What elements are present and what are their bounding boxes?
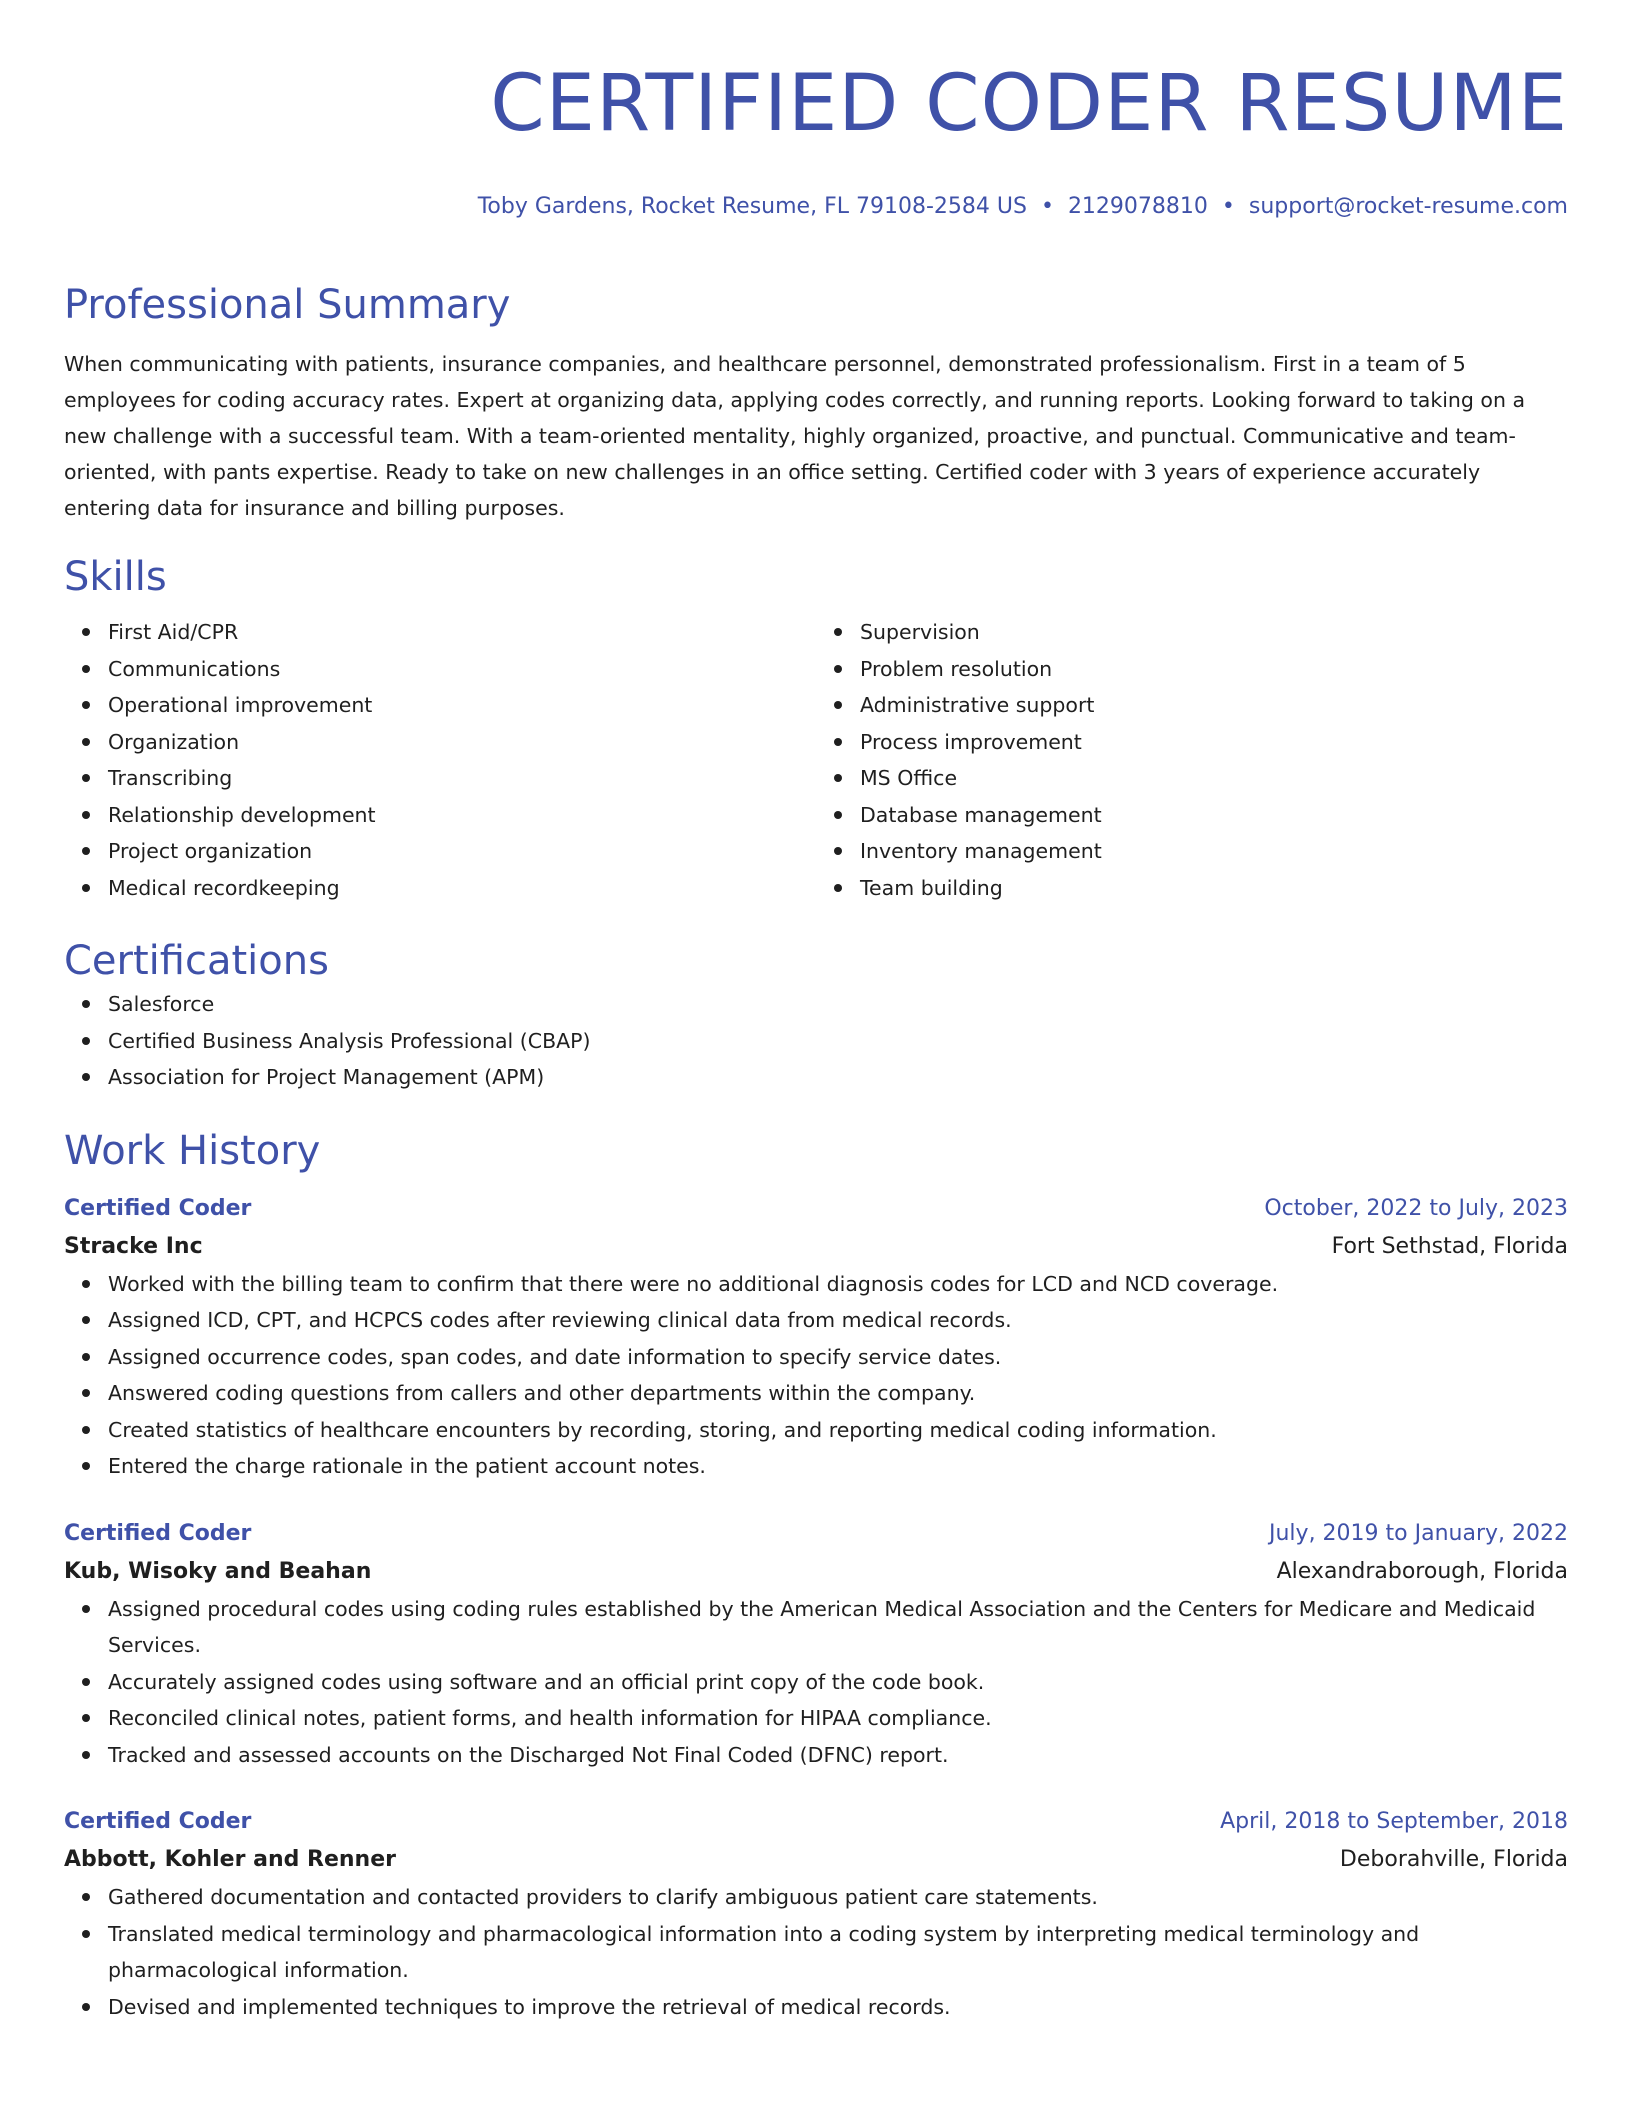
job-company: Kub, Wisoky and Beahan: [64, 1558, 372, 1584]
job-duty: Entered the charge rationale in the patient account notes.: [108, 1448, 1568, 1485]
resume-header: [64, 0, 1568, 222]
skill-item: Operational improvement: [108, 687, 816, 724]
job-title: Certified Coder: [64, 1809, 252, 1834]
job-company-row: [64, 1841, 1568, 1879]
contact-email[interactable]: support@rocket-resume.com: [1248, 194, 1568, 219]
job-duty: Created statistics of healthcare encounters by recording, storing, and reporting medical coding information.: [108, 1412, 1568, 1449]
resume-page: [64, 0, 1568, 2025]
resume-title: CERTIFIED CODER RESUME: [490, 59, 1568, 149]
job-duty: Tracked and assessed accounts on the Discharged Not Final Coded (DFNC) report.: [108, 1737, 1568, 1774]
job-title: Certified Coder: [64, 1195, 252, 1221]
skill-item: Administrative support: [860, 687, 1568, 724]
skills-right-list: [816, 614, 1568, 906]
job-duties-list: [64, 1266, 1568, 1485]
job-duties-list: [64, 1591, 1568, 1774]
job-duty: Devised and implemented techniques to improve the retrieval of medical records.: [108, 1989, 1568, 2026]
job-company: Abbott, Kohler and Renner: [64, 1847, 396, 1872]
skill-item: Database management: [860, 797, 1568, 834]
job-location: Fort Sethstad, Florida: [1331, 1233, 1568, 1259]
certifications-list: [64, 986, 1568, 1096]
job-title-row: [64, 1515, 1568, 1553]
job-duties-list: [64, 1879, 1568, 2025]
certifications-heading: Certifications: [64, 938, 329, 984]
skill-item: Process improvement: [860, 724, 1568, 761]
job-duty: Accurately assigned codes using software and an official print copy of the code book.: [108, 1664, 1568, 1701]
skill-item: Organization: [108, 724, 816, 761]
job-duty: Translated medical terminology and pharmacological information into a coding system by interpreting medical terminology and pharmacological information.: [108, 1916, 1568, 1989]
job-duty: Worked with the billing team to confirm that there were no additional diagnosis codes for LCD and NCD coverage.: [108, 1266, 1568, 1303]
skill-item: Project organization: [108, 833, 816, 870]
job-entry: [64, 1803, 1568, 2025]
contact-address: Toby Gardens, Rocket Resume, FL 79108-2584 US: [477, 194, 1027, 219]
job-company: Stracke Inc: [64, 1233, 203, 1259]
skills-left-list: [64, 614, 816, 906]
job-location: Deborahville, Florida: [1339, 1847, 1568, 1872]
job-entry: [64, 1190, 1568, 1485]
skills-heading: Skills: [64, 554, 167, 600]
summary-heading: Professional Summary: [64, 282, 511, 328]
job-title-row: [64, 1803, 1568, 1841]
job-duty: Assigned ICD, CPT, and HCPCS codes after reviewing clinical data from medical records.: [108, 1302, 1568, 1339]
certification-item: Certified Business Analysis Professional (CBAP): [108, 1023, 1568, 1060]
job-duty: Reconciled clinical notes, patient forms, and health information for HIPAA compliance.: [108, 1700, 1568, 1737]
job-company-row: [64, 1553, 1568, 1591]
skill-item: Medical recordkeeping: [108, 870, 816, 907]
skill-item: First Aid/CPR: [108, 614, 816, 651]
skill-item: MS Office: [860, 760, 1568, 797]
job-duty: Assigned procedural codes using coding rules established by the American Medical Association and the Centers for Medicare and Medicaid Services.: [108, 1591, 1568, 1664]
job-company-row: [64, 1228, 1568, 1266]
job-dates: April, 2018 to September, 2018: [1220, 1809, 1568, 1834]
job-entry: [64, 1515, 1568, 1774]
job-duty: Assigned occurrence codes, span codes, and date information to specify service dates.: [108, 1339, 1568, 1376]
job-duty: Answered coding questions from callers and other departments within the company.: [108, 1375, 1568, 1412]
work-history-heading: Work History: [64, 1127, 321, 1174]
summary-text: When communicating with patients, insurance companies, and healthcare personnel, demonstrated professionalism. First in a team of 5 employees for coding accuracy rates. Expert at organizing data, applying codes correctly, and running reports. Looking forward to taking on a new challenge with a successful team. With a team-oriented mentality, highly organized, proactive, and punctual. Communicative and team-oriented, with pants expertise. Ready to take on new challenges in an office setting. Certified coder with 3 years of experience accurately entering data for insurance and billing purposes.: [64, 352, 1526, 520]
contact-separator: •: [1221, 194, 1235, 219]
job-dates: October, 2022 to July, 2023: [1264, 1195, 1568, 1221]
skill-item: Problem resolution: [860, 651, 1568, 688]
job-title: Certified Coder: [64, 1520, 252, 1546]
job-location: Alexandraborough, Florida: [1276, 1558, 1568, 1584]
skills-columns: [64, 614, 1568, 906]
skill-item: Inventory management: [860, 833, 1568, 870]
skill-item: Communications: [108, 651, 816, 688]
skill-item: Team building: [860, 870, 1568, 907]
certification-item: Salesforce: [108, 986, 1568, 1023]
contact-line: [64, 192, 1568, 222]
skill-item: Transcribing: [108, 760, 816, 797]
job-dates: July, 2019 to January, 2022: [1269, 1520, 1568, 1546]
job-duty: Gathered documentation and contacted providers to clarify ambiguous patient care statements.: [108, 1879, 1568, 1916]
contact-separator: •: [1040, 194, 1054, 219]
skill-item: Relationship development: [108, 797, 816, 834]
skill-item: Supervision: [860, 614, 1568, 651]
job-title-row: [64, 1190, 1568, 1228]
contact-phone: 2129078810: [1067, 194, 1208, 219]
certification-item: Association for Project Management (APM): [108, 1059, 1568, 1096]
